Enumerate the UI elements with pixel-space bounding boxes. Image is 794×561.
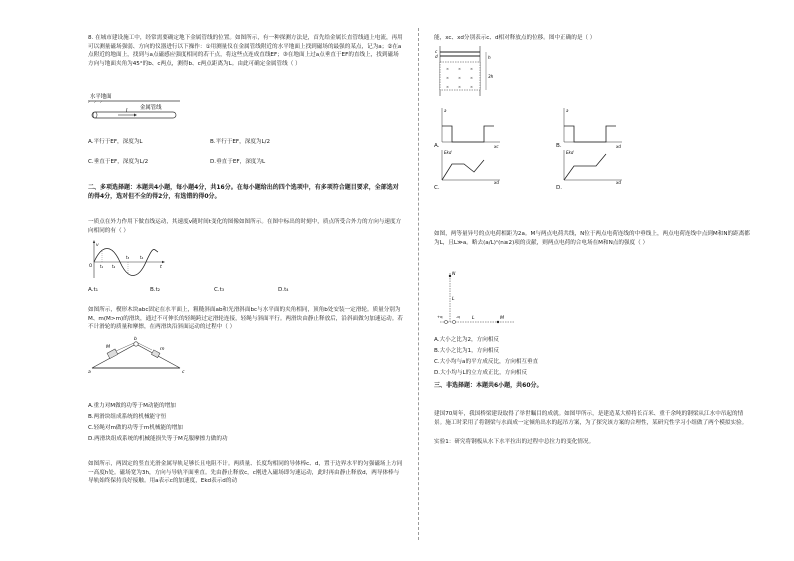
- svg-text:×: ×: [446, 76, 450, 80]
- svg-text:t₄: t₄: [140, 255, 144, 260]
- graph-d: [564, 150, 622, 184]
- pulley: [134, 342, 138, 346]
- svg-text:×: ×: [446, 85, 450, 89]
- svg-text:L: L: [452, 297, 455, 302]
- question-10-figure: [88, 334, 404, 374]
- svg-text:-q: -q: [456, 314, 460, 319]
- svg-text:v: v: [96, 243, 99, 248]
- svg-text:Ekd: Ekd: [444, 150, 452, 155]
- question-10-text: 如图所示，楔形木块abc固定在水平面上，粗糙斜面ab和光滑斜面bc与水平面的夹角相同，顶角b处安装一定滑轮。质量分别为M、m(M>m)的滑块，通过不可伸长的轻绳跨过定滑轮连接，轻绳与斜面平行。两滑块由静止释放后，沿斜面做匀加速运动。若不计滑轮的质量和摩擦，在两滑块沿斜面运动的过程中（ ）: [88, 307, 403, 331]
- svg-text:xc: xc: [494, 144, 499, 149]
- positive-charge: [444, 320, 447, 323]
- svg-text:Ekd: Ekd: [566, 150, 574, 155]
- svg-text:t: t: [160, 265, 162, 270]
- svg-text:c: c: [435, 49, 438, 54]
- question-9-figure: [88, 240, 404, 280]
- svg-text:×: ×: [458, 76, 462, 80]
- section-3-title: 三、非选择题：本题共6小题，共60分。: [434, 382, 543, 389]
- question-11-graphs: [434, 104, 754, 184]
- question-13-experiment-1: 实验1：研究将钢板从水下水平拉出的过程中总拉力的变化情况。: [434, 439, 595, 445]
- svg-text:t₁: t₁: [100, 264, 104, 269]
- q9-option-c: C.t₃: [214, 287, 225, 293]
- svg-text:b: b: [134, 337, 137, 342]
- question-8-figure: [88, 92, 404, 124]
- question-11-continued: 能，xc、xd分别表示c、d相对释放点的位移。图中正确的是（ ）: [434, 35, 596, 41]
- q12-option-c: C.大小均与a的平方成反比，方向相互垂直: [434, 359, 539, 365]
- q11-option-a: A.: [434, 143, 440, 149]
- svg-text:3h: 3h: [488, 74, 494, 79]
- q10-option-c: C.轻绳对m做的功等于m机械能的增加: [88, 425, 183, 431]
- q11-option-c: C.: [434, 185, 440, 191]
- column-divider: [418, 28, 419, 540]
- q10-option-b: B.两滑块组成系统的机械能守恒: [88, 414, 167, 420]
- question-9-text: 一质点在外力作用下做直线运动，其速度v随时间t变化的图像如图所示。在图中标出的时刻中，质点所受合外力的方向与速度方向相同的有（ ）: [88, 219, 402, 234]
- svg-text:L: L: [472, 316, 475, 321]
- svg-text:N: N: [452, 272, 456, 277]
- svg-text:a: a: [444, 108, 447, 113]
- svg-text:×: ×: [470, 85, 474, 89]
- svg-text:×: ×: [446, 67, 450, 71]
- svg-text:t₃: t₃: [126, 255, 130, 260]
- q9-option-a: A.t₁: [88, 287, 98, 293]
- question-11-rails-figure: [434, 44, 754, 98]
- pipe-label: 金属管线: [140, 105, 162, 111]
- question-11-text: 如图所示，两固定的竖直光滑金属导轨足够长且电阻不计。两质量、长度均相同的导体棒c、d，置于边界水平的匀强磁场上方同一高度h处。磁场宽为3h，方向与导轨平面垂直。先由静止释放c，c刚进入磁场即匀速运动，此时再由静止释放d，两导体棒与导轨始终保持良好接触。用a表示c的加速度，Ekd表示d的动: [88, 461, 403, 485]
- svg-text:t₂: t₂: [112, 264, 116, 269]
- ground-label: 水平地面: [90, 94, 112, 100]
- q12-option-b: B.大小之比为1，方向相反: [434, 348, 500, 354]
- q10-option-a: A.重力对M做的功等于M动能的增加: [88, 403, 176, 409]
- q9-option-d: D.t₄: [278, 287, 289, 293]
- question-12-figure: [434, 266, 754, 326]
- svg-text:×: ×: [470, 76, 474, 80]
- question-12-text: 如图，两等量异号的点电荷相距为2a。M与两点电荷共线，N位于两点电荷连线的中垂线上，两点电荷连线中点到M和N的距离都为L，且L≫a。略去(a/L)ⁿ(n≥2)项的贡献，则两点电荷的合电场在M和N点的强度（ ）: [434, 231, 750, 246]
- svg-text:xd: xd: [616, 144, 621, 149]
- question-8-text: 8. 在城市建设施工中，经常需要确定地下金属管线的位置。如图所示，有一种探测方法是，首先给金属长直管线通上电流，再用可以测量磁场强弱、方向的仪器进行以下操作：①用测量仪在金属管线附近的水平地面上找到磁场的最强的某点，记为a；②在a点附近的地面上，找到与a点磁感应强度相同的若干点，将这些点连成直线EF；③在地面上过a点垂直于EF的直线上，找到磁场方向与地面夹角为45°的b、c两点，测得b、c两点距离为L。由此可确定金属管线（ ）: [88, 35, 403, 67]
- svg-text:O: O: [89, 263, 93, 268]
- svg-text:+q: +q: [437, 314, 443, 319]
- graph-b: [564, 108, 622, 149]
- svg-text:h: h: [488, 55, 491, 60]
- point-N: [449, 275, 451, 277]
- graph-a: [442, 108, 500, 149]
- q12-option-a: A.大小之比为2，方向相反: [434, 337, 500, 343]
- svg-text:xd: xd: [616, 180, 621, 184]
- svg-text:×: ×: [458, 85, 462, 89]
- q8-option-a: A.平行于EF，深度为L: [88, 139, 143, 145]
- svg-text:d: d: [435, 54, 438, 59]
- svg-text:a: a: [566, 108, 569, 113]
- point-M: [497, 321, 499, 323]
- q9-option-b: B.t₂: [150, 287, 161, 293]
- svg-text:×: ×: [470, 67, 474, 71]
- svg-text:M: M: [500, 316, 504, 321]
- svg-text:c: c: [182, 370, 185, 374]
- current-label: I: [126, 109, 128, 114]
- svg-text:a: a: [88, 370, 91, 374]
- svg-text:m: m: [160, 347, 165, 352]
- svg-text:M: M: [106, 345, 110, 350]
- q8-option-d: D.垂直于EF，深度为L: [210, 159, 266, 165]
- section-2-title: 二、多项选择题：本题共4小题，每小题4分，共16分。在每小题给出的四个选项中，有多项符合题目要求，全部选对的得4分，选对但不全的得2分，有选错的得0分。: [88, 184, 399, 200]
- q10-option-d: D.两滑块组成系统的机械能损失等于M克服摩擦力做的功: [88, 436, 228, 442]
- q8-option-c: C.垂直于EF，深度为L/2: [88, 159, 149, 165]
- q8-option-b: B.平行于EF，深度为L/2: [210, 139, 271, 145]
- svg-text:×: ×: [458, 67, 462, 71]
- question-13-text: 建国70周年，我国桥梁建设取得了举世瞩目的成就。如图甲所示，是建造某大桥将长百米、重千余吨的钢梁从江水中吊起的情景。施工时采用了将钢梁与水面成一定倾角出水的起吊方案，为了探究该方案的合理性，某研究性学习小组做了两个模拟实验。: [434, 411, 748, 426]
- negative-charge: [452, 320, 455, 323]
- q11-option-d: D.: [556, 185, 563, 191]
- q11-option-b: B.: [556, 143, 562, 149]
- q11-graph-grid: [434, 104, 754, 184]
- svg-text:xd: xd: [494, 180, 499, 184]
- graph-c: [442, 150, 500, 184]
- q12-option-d: D.大小均与L的立方成正比，方向相反: [434, 370, 528, 376]
